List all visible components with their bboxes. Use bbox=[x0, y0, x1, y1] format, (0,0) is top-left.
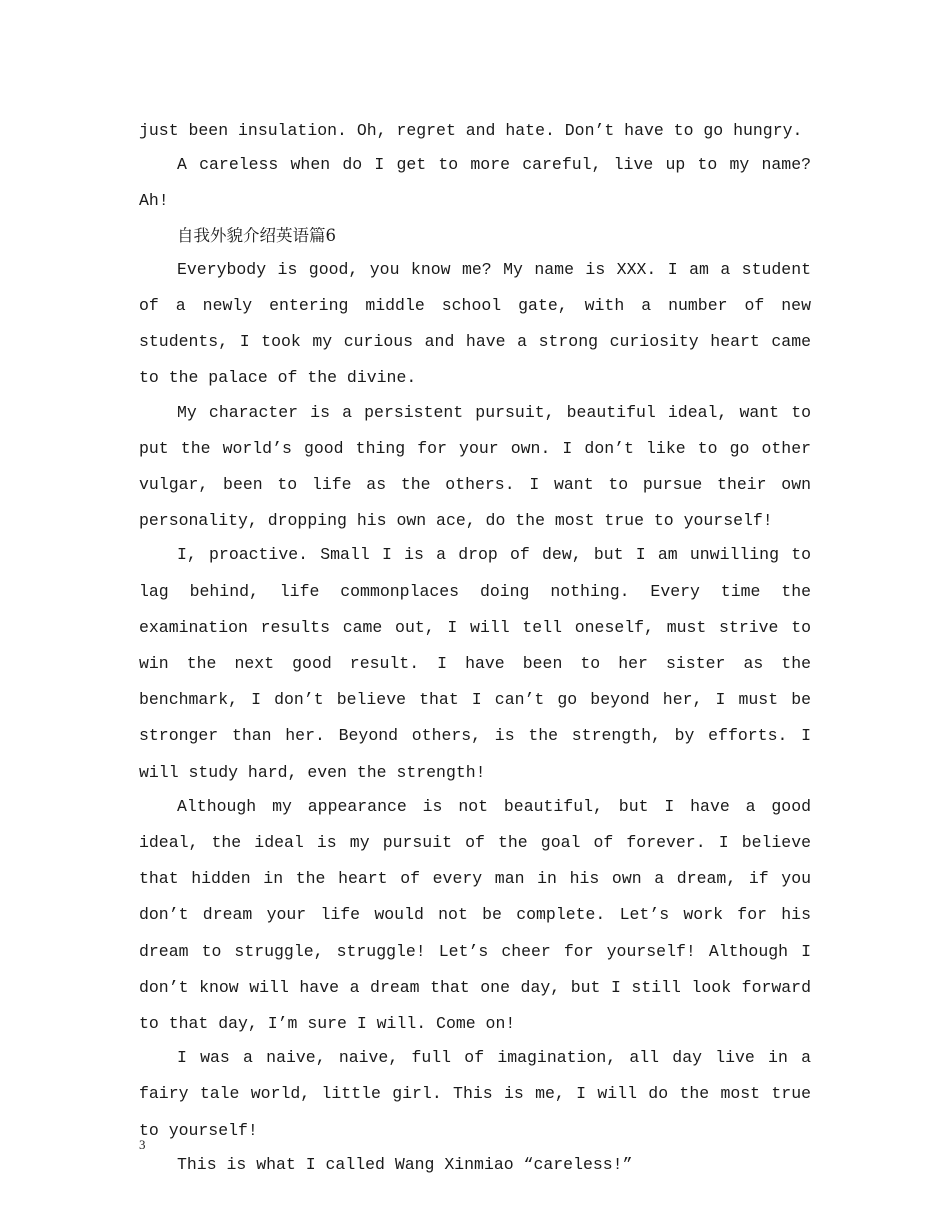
paragraph-appearance: Although my appearance is not beautiful, but I have a good ideal, the ideal is my pursuit of the goal of forever. I believe that hidden in the heart of every man in his own a dream, if you don’t dream your life would not be complete. Let’s work for his dream to struggle, struggle! Let’s cheer for yourself! Although I don’t know will have a dream that one day, but I still look forward to that day, I’m sure I will. Come on! bbox=[139, 796, 811, 1034]
paragraph-continuation: just been insulation. Oh, regret and hate. Don’t have to go hungry. bbox=[139, 121, 803, 140]
paragraph-closing: This is what I called Wang Xinmiao “careless!” bbox=[177, 1154, 633, 1174]
section-heading: 自我外貌介绍英语篇6 bbox=[177, 225, 336, 245]
paragraph-proactive: I, proactive. Small I is a drop of dew, but I am unwilling to lag behind, life commonplaces doing nothing. Every time the examination results came out, I will tell oneself, must strive to win the next good result. I have been to her sister as the benchmark, I don’t believe that I can’t go beyond her, I must be stronger than her. Beyond others, is the strength, by efforts. I will study hard, even the strength! bbox=[139, 545, 811, 782]
paragraph-introduction: Everybody is good, you know me? My name is XXX. I am a student of a newly entering middle school gate, with a number of new students, I took my curious and have a strong curiosity heart came to the palace of the divine. bbox=[139, 259, 811, 388]
document-body bbox=[139, 113, 811, 1181]
paragraph-careless: A careless when do I get to more careful, live up to my name? Ah! bbox=[139, 155, 811, 211]
paragraph-character: My character is a persistent pursuit, beautiful ideal, want to put the world’s good thing for your own. I don’t like to go other vulgar, been to life as the others. I want to pursue their own personality, dropping his own ace, do the most true to yourself! bbox=[139, 402, 811, 531]
paragraph-naive: I was a naive, naive, full of imagination, all day live in a fairy tale world, little girl. This is me, I will do the most true to yourself! bbox=[139, 1048, 811, 1140]
page-number: 3 bbox=[139, 1137, 146, 1152]
